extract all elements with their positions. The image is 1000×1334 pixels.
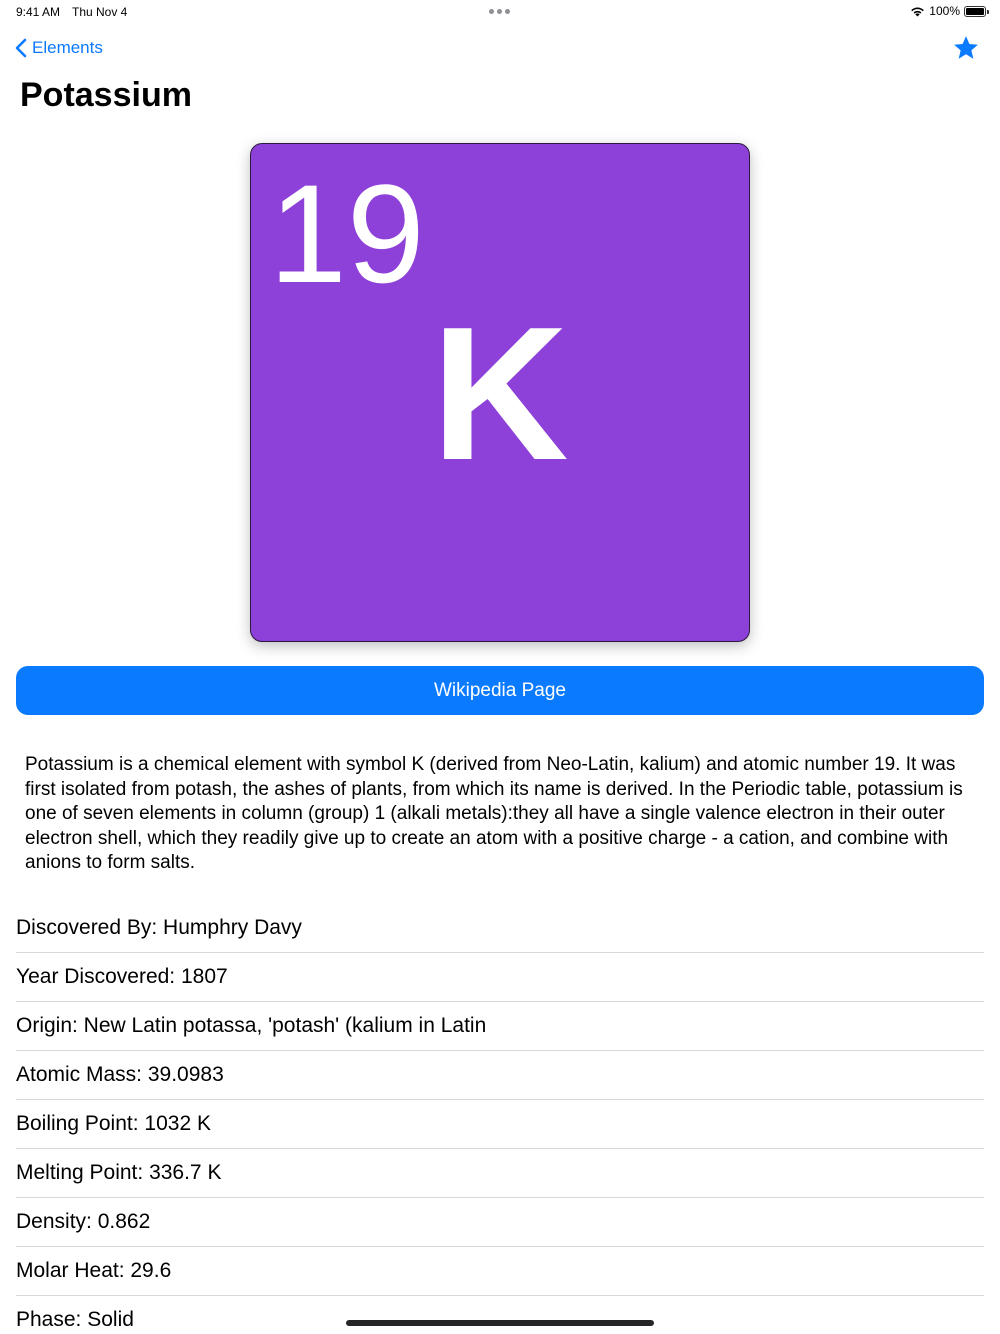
battery-icon: [964, 6, 986, 17]
element-tile: [250, 143, 750, 642]
property-boiling-point: Boiling Point: 1032 K: [16, 1100, 984, 1149]
star-icon[interactable]: [952, 34, 980, 62]
property-molar-heat: Molar Heat: 29.6: [16, 1247, 984, 1296]
status-date: Thu Nov 4: [72, 5, 128, 19]
element-symbol: K: [431, 288, 569, 500]
status-bar: [0, 0, 1000, 24]
property-discovered-by: Discovered By: Humphry Davy: [16, 903, 984, 953]
property-melting-point: Melting Point: 336.7 K: [16, 1149, 984, 1198]
status-time: 9:41 AM: [16, 5, 61, 19]
chevron-left-icon: [10, 36, 32, 60]
status-right: [910, 4, 986, 18]
property-phase: Phase: Solid: [16, 1296, 984, 1334]
back-button-label: Elements: [32, 38, 103, 57]
wikipedia-page-button[interactable]: Wikipedia Page: [16, 666, 984, 715]
atomic-number: 19: [269, 155, 425, 312]
wifi-icon: [910, 6, 925, 17]
home-indicator[interactable]: [346, 1320, 654, 1326]
properties-list: [16, 903, 984, 1334]
property-year-discovered: Year Discovered: 1807: [16, 953, 984, 1002]
property-density: Density: 0.862: [16, 1198, 984, 1247]
page-title: Potassium: [20, 76, 192, 114]
property-atomic-mass: Atomic Mass: 39.0983: [16, 1051, 984, 1100]
property-origin: Origin: New Latin potassa, 'potash' (kalium in Latin: [16, 1002, 984, 1051]
back-button[interactable]: [10, 36, 103, 60]
battery-percent: 100%: [929, 4, 960, 18]
more-dots-icon[interactable]: [489, 9, 510, 14]
element-description: Potassium is a chemical element with symbol K (derived from Neo-Latin, kalium) and atomic number 19. It was first isolated from potash, the ashes of plants, from which its name is derived. In the Periodic table, potassium is one of seven elements in column (group) 1 (alkali metals):they all have a single valence electron in their outer electron shell, which they readily give up to create an atom with a positive charge - a cation, and combine with anions to form salts.: [25, 754, 963, 873]
